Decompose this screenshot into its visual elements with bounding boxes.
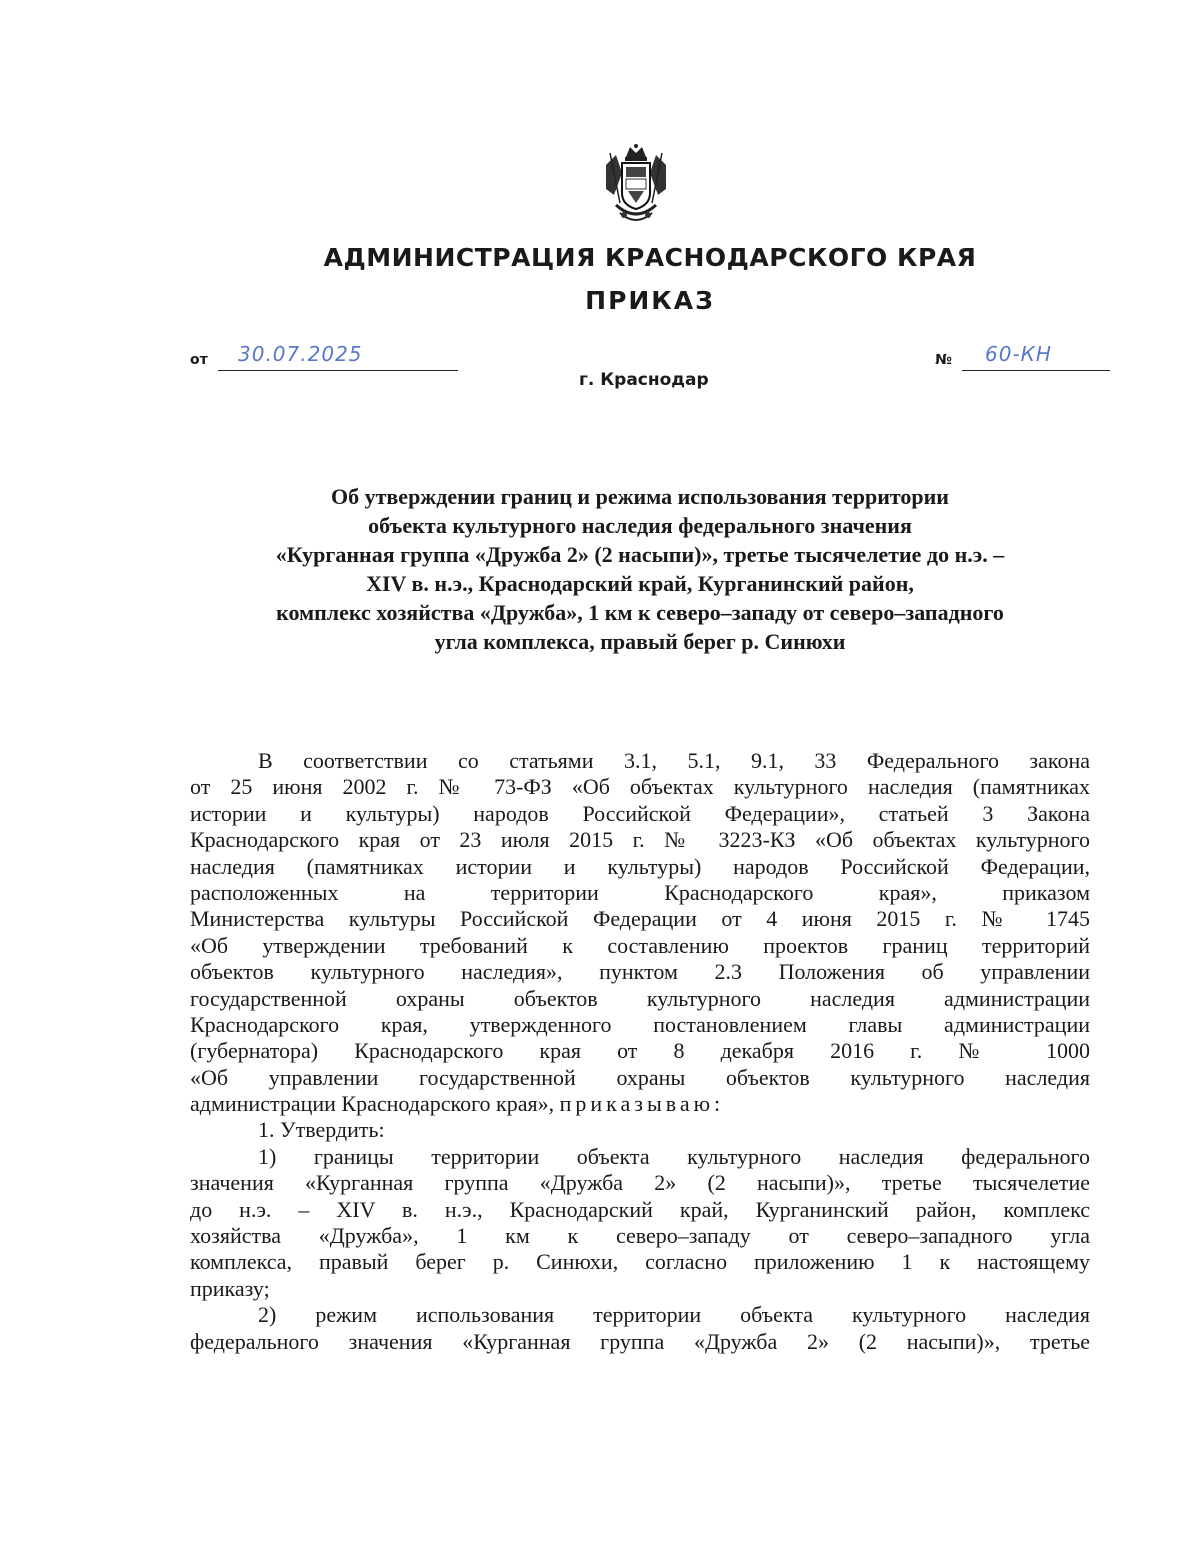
number-handwritten: 60-КН [985,342,1052,366]
body-line: «Об управлении государственной охраны объектов культурного наследия [190,1064,1090,1090]
body-line: (губернатора) Краснодарского края от 8 декабря 2016 г. № 1000 [190,1038,1090,1064]
document-body [190,748,1090,1355]
body-line: комплекса, правый берег р. Синюхи, согласно приложению 1 к настоящему [190,1249,1090,1275]
title-line: угла комплекса, правый берег р. Синюхи [434,629,846,654]
body-line: Краснодарского края, утвержденного постановлением главы администрации [190,1011,1090,1037]
body-line: расположенных на территории Краснодарского края», приказом [190,879,1090,905]
date-underline [218,370,458,371]
body-line: Краснодарского края от 23 июля 2015 г. № 3223-КЗ «Об объектах культурного [190,827,1090,853]
title-line: «Курганная группа «Дружба 2» (2 насыпи)», третье тысячелетие до н.э. – [275,542,1005,567]
orders-word: приказываю: [559,1091,725,1117]
body-line: значения «Курганная группа «Дружба 2» (2 насыпи)», третье тысячелетие [190,1170,1090,1196]
body-line: 2) режим использования территории объекта культурного наследия [258,1302,1090,1328]
body-line: Министерства культуры Российской Федерации от 4 июня 2015 г. № 1745 [190,906,1090,932]
body-line-text: администрации Краснодарского края», [190,1091,555,1117]
document-type: ПРИКАЗ [585,286,715,315]
city: г. Краснодар [579,370,709,390]
body-line: от 25 июня 2002 г. № 73-ФЗ «Об объектах культурного наследия (памятниках [190,774,1090,800]
coat-of-arms-icon [600,143,672,228]
title-line: Об утверждении границ и режима использования территории [331,484,949,509]
body-line: истории и культуры) народов Российской Федерации», статьей 3 Закона [190,800,1090,826]
body-line: 1) границы территории объекта культурного наследия федерального [258,1143,1090,1169]
body-line: наследия (памятниках истории и культуры) народов Российской Федерации, [190,853,1090,879]
body-line: хозяйства «Дружба», 1 км к северо–западу от северо–западного угла [190,1223,1090,1249]
title-line: объекта культурного наследия федерального значения [368,513,912,538]
date-label: от [190,352,208,368]
body-line [190,1091,1090,1117]
body-line: государственной охраны объектов культурного наследия администрации [190,985,1090,1011]
body-line: объектов культурного наследия», пунктом 2.3 Положения об управлении [190,959,1090,985]
body-line: «Об утверждении требований к составлению проектов границ территорий [190,932,1090,958]
date-handwritten: 30.07.2025 [238,342,363,366]
organization-name: АДМИНИСТРАЦИЯ КРАСНОДАРСКОГО КРАЯ [323,243,977,272]
body-line: федерального значения «Курганная группа «Дружба 2» (2 насыпи)», третье [190,1328,1090,1354]
body-line: приказу; [190,1275,270,1301]
number-label: № [935,352,952,368]
document-title [150,482,1130,656]
title-line: комплекс хозяйства «Дружба», 1 км к северо–западу от северо–западного [276,600,1004,625]
number-underline [962,370,1110,371]
title-line: XIV в. н.э., Краснодарский край, Курганинский район, [366,571,914,596]
body-line: до н.э. – XIV в. н.э., Краснодарский край, Курганинский район, комплекс [190,1196,1090,1222]
body-line: 1. Утвердить: [258,1117,385,1143]
body-line: В соответствии со статьями 3.1, 5.1, 9.1, 33 Федерального закона [258,748,1090,773]
